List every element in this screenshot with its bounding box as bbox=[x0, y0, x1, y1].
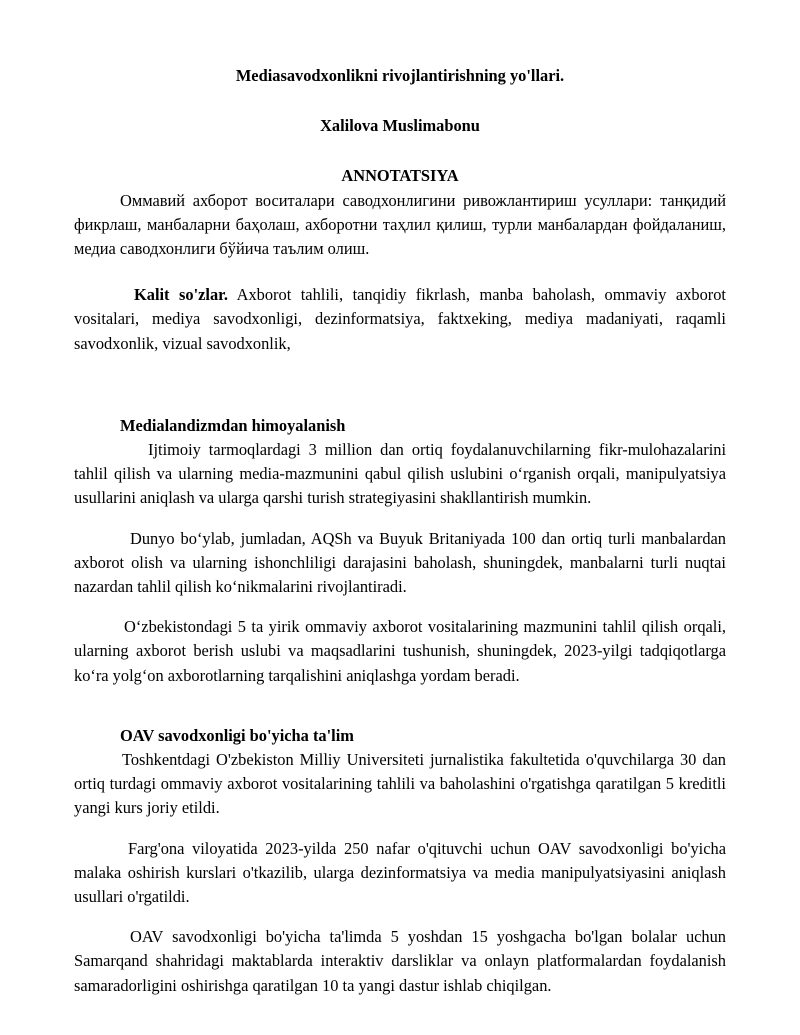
section-2-paragraph-1: Toshkentdagi O'zbekiston Milliy Universiteti jurnalistika fakultetida o'quvchilarga 30 dan ortiq turdagi ommaviy axborot vositalarining tahlili va baholashini o'rgatishga qaratilgan 5 kreditli yangi kurs joriy etildi. bbox=[74, 750, 726, 818]
section-1-paragraph-3: Oʻzbekistondagi 5 ta yirik ommaviy axborot vositalarining mazmunini tahlil qilish orqali, ularning axborot berish uslubi va maqsadlarini tushunish, shuningdek, 2023-yilgi tadqiqotlarga koʻra yolgʻon axborotlarning tarqalishini aniqlashga yordam beradi. bbox=[74, 617, 726, 685]
section-2-paragraph-2: Farg'ona viloyatida 2023-yilda 250 nafar o'qituvchi uchun OAV savodxonligi bo'yicha malaka oshirish kurslari o'tkazilib, ularga dezinformatsiya va media manipulyatsiyasini aniqlash usullari o'rgatildi. bbox=[74, 838, 726, 907]
keywords-label: Kalit so'zlar. bbox=[134, 285, 229, 305]
author-name: Xalilova Muslimabonu bbox=[320, 116, 480, 136]
section-2-paragraph-3: OAV savodxonligi bo'yicha ta'limda 5 yoshdan 15 yoshgacha bo'lgan bolalar uchun Samarqand shahridagi maktablarda interaktiv darsliklar va onlayn platformalardan foydalanish samaradorligini oshirishga qaratilgan 10 ta yangi dastur ishlab chiqilgan. bbox=[74, 927, 726, 995]
document-page bbox=[74, 64, 726, 998]
keywords-text: Axborot tahlili, tanqidiy fikrlash, manba baholash, ommaviy axborot vositalari, mediya savodxonligi, dezinformatsiya, faktxeking, mediya madaniyati, raqamli savodxonlik, vizual savodxonlik, bbox=[74, 285, 726, 353]
document-title: Mediasavodxonlikni rivojlantirishning yo'llari. bbox=[235, 66, 565, 85]
section-heading-medialandizm: Medialandizmdan himoyalanish bbox=[120, 415, 346, 435]
section-1-paragraph-2: Dunyo boʻylab, jumladan, AQSh va Buyuk Britaniyada 100 dan ortiq turli manbalardan axborot olish va ularning ishonchliligi darajasini baholash, shuningdek, manbalarni turli nuqtai nazardan tahlil qilish koʻnikmalarini rivojlantiradi. bbox=[74, 528, 726, 597]
keywords-paragraph bbox=[74, 283, 726, 356]
section-1-paragraph-1: Ijtimoiy tarmoqlardagi 3 million dan ortiq foydalanuvchilarning fikr-mulohazalarini tahlil qilish va ularning media-mazmunini qabul qilish uslubini oʻrganish orqali, manipulyatsiya usullarini aniqlash va ularga qarshi turish strategiyasini shakllantirish mumkin. bbox=[74, 440, 726, 508]
annotation-paragraph: Оммавий ахборот воситалари саводхонлигини ривожлантириш усуллари: танқидий фикрлаш, манбаларни баҳолаш, ахборотни таҳлил қилиш, турли манбалардан фойдаланиш, медиа саводхонлиги бўйича таълим олиш. bbox=[74, 190, 726, 259]
annotation-heading: ANNOTATSIYA bbox=[341, 166, 459, 186]
section-heading-oav-talim: OAV savodxonligi bo'yicha ta'lim bbox=[120, 725, 354, 745]
